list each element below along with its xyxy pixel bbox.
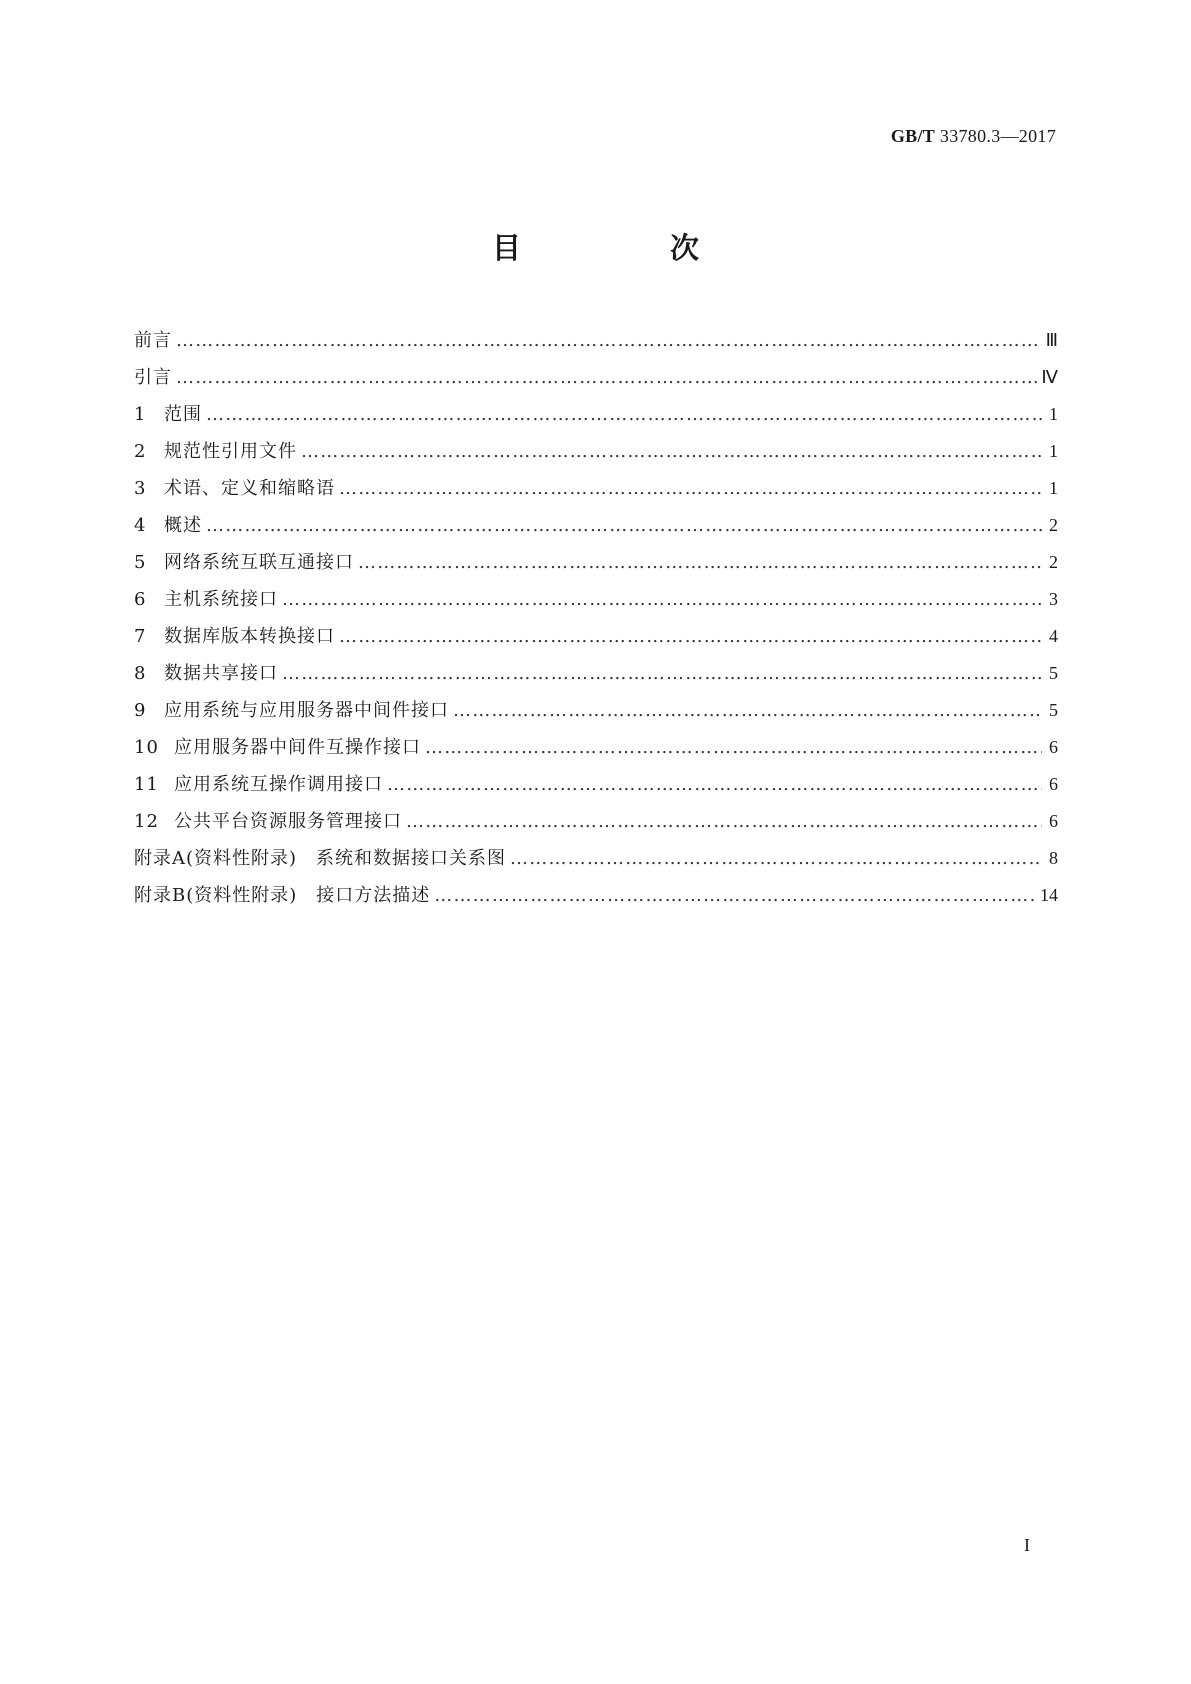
toc-entry-2[interactable]: [134, 437, 1058, 474]
toc-entry-introduction[interactable]: [134, 363, 1058, 400]
toc-entry-label: 5 网络系统互联互通接口: [134, 552, 354, 573]
toc-entry-page: 8: [1049, 848, 1058, 868]
toc-entry-number: 7: [134, 626, 147, 647]
toc-entry-label: 2 规范性引用文件: [134, 441, 297, 462]
toc-entry-6[interactable]: [134, 585, 1058, 622]
toc-entry-page: 14: [1040, 885, 1058, 905]
toc-entry-5[interactable]: [134, 548, 1058, 585]
toc-entry-number: 9: [134, 700, 147, 721]
toc-entry-number: 6: [134, 589, 147, 610]
toc-entry-page: 2: [1049, 552, 1058, 572]
toc-entry-foreword[interactable]: [134, 326, 1058, 363]
toc-entry-page: Ⅳ: [1041, 367, 1058, 387]
toc-entry-page: 2: [1049, 515, 1058, 535]
toc-entry-label: 8 数据共享接口: [134, 663, 278, 684]
toc-leader-dots: [282, 663, 1042, 684]
toc-entry-12[interactable]: [134, 807, 1058, 844]
toc-entry-label: 附录B(资料性附录) 接口方法描述: [134, 885, 431, 906]
toc-entry-page: 5: [1049, 700, 1058, 720]
toc-entry-label: 11 应用系统互操作调用接口: [134, 774, 383, 795]
toc-entry-10[interactable]: [134, 733, 1058, 770]
toc-entry-number: 10: [134, 737, 159, 758]
toc-entry-number: 1: [134, 404, 147, 425]
table-of-contents: [134, 326, 1058, 918]
toc-leader-dots: [339, 478, 1042, 499]
toc-leader-dots: [425, 737, 1042, 758]
toc-entry-number: 8: [134, 663, 147, 684]
toc-leader-dots: [206, 515, 1042, 536]
toc-entry-page: 6: [1049, 737, 1058, 757]
toc-entry-number: 12: [134, 811, 159, 832]
toc-entry-label: 4 概述: [134, 515, 202, 536]
standard-code: [891, 126, 1056, 147]
toc-entry-page: 1: [1049, 404, 1058, 424]
toc-entry-label: 12 公共平台资源服务管理接口: [134, 811, 402, 832]
toc-entry-page: 5: [1049, 663, 1058, 683]
toc-entry-page: 6: [1049, 774, 1058, 794]
toc-entry-page: 1: [1049, 478, 1058, 498]
toc-entry-annex-a[interactable]: [134, 844, 1058, 881]
standard-prefix: GB/T: [890, 126, 936, 146]
toc-entry-4[interactable]: [134, 511, 1058, 548]
toc-entry-1[interactable]: [134, 400, 1058, 437]
toc-entry-label: 1 范围: [134, 404, 202, 425]
toc-entry-7[interactable]: [134, 622, 1058, 659]
toc-leader-dots: [176, 330, 1042, 351]
toc-title: 目 次: [491, 231, 759, 265]
standard-number: 33780.3—2017: [939, 126, 1056, 146]
toc-entry-label: 9 应用系统与应用服务器中间件接口: [134, 700, 449, 721]
toc-entry-page: 4: [1049, 626, 1058, 646]
toc-entry-number: 11: [134, 774, 159, 795]
toc-entry-label: 10 应用服务器中间件互操作接口: [134, 737, 421, 758]
toc-entry-9[interactable]: [134, 696, 1058, 733]
toc-leader-dots: [176, 367, 1037, 388]
toc-leader-dots: [406, 811, 1042, 832]
toc-entry-label: 6 主机系统接口: [134, 589, 278, 610]
toc-entry-page: 6: [1049, 811, 1058, 831]
toc-leader-dots: [434, 885, 1036, 906]
toc-leader-dots: [358, 552, 1042, 573]
toc-entry-label: 前言: [134, 330, 172, 351]
toc-entry-label: 7 数据库版本转换接口: [134, 626, 335, 647]
toc-leader-dots: [453, 700, 1042, 721]
toc-entry-number: 5: [134, 552, 147, 573]
toc-entry-label: 3 术语、定义和缩略语: [134, 478, 335, 499]
toc-leader-dots: [510, 848, 1042, 869]
toc-leader-dots: [339, 626, 1042, 647]
toc-leader-dots: [387, 774, 1042, 795]
toc-entry-8[interactable]: [134, 659, 1058, 696]
toc-leader-dots: [301, 441, 1042, 462]
toc-entry-3[interactable]: [134, 474, 1058, 511]
toc-entry-number: 2: [134, 441, 147, 462]
toc-entry-page: Ⅲ: [1045, 330, 1058, 350]
toc-leader-dots: [206, 404, 1042, 425]
toc-entry-11[interactable]: [134, 770, 1058, 807]
toc-entry-page: 1: [1049, 441, 1058, 461]
toc-entry-page: 3: [1049, 589, 1058, 609]
toc-entry-label: 引言: [134, 367, 172, 388]
toc-leader-dots: [282, 589, 1042, 610]
toc-entry-number: 4: [134, 515, 147, 536]
toc-entry-label: 附录A(资料性附录) 系统和数据接口关系图: [134, 848, 507, 869]
page-number: I: [1024, 1535, 1030, 1555]
toc-entry-annex-b[interactable]: [134, 881, 1058, 918]
toc-entry-number: 3: [134, 478, 147, 499]
